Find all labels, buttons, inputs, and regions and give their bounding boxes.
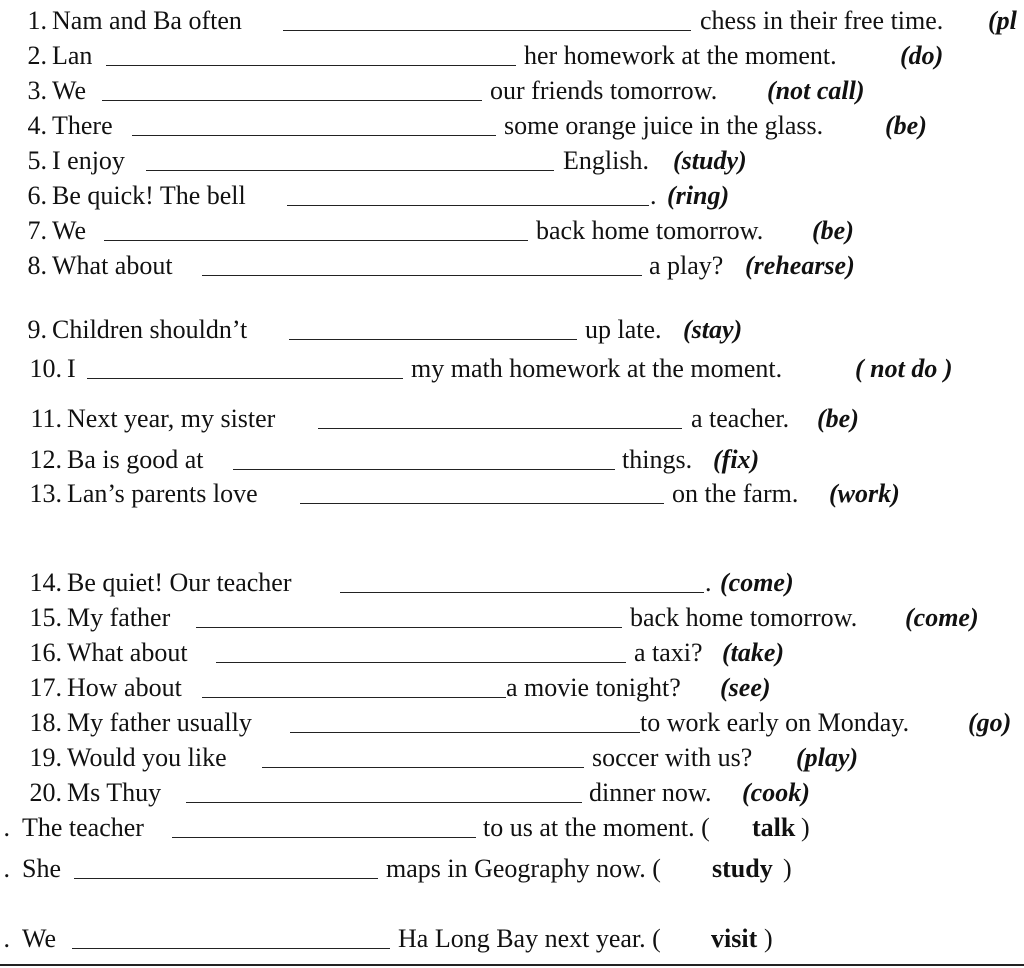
- answer-blank[interactable]: [300, 503, 664, 504]
- item-number: 8.: [27, 251, 47, 280]
- item-text-after: a movie tonight?: [506, 673, 681, 702]
- item-text-before: How about: [67, 673, 182, 702]
- item-text-before: What about: [52, 251, 173, 280]
- item-number: 3.: [27, 76, 47, 105]
- item-number: 9.: [27, 315, 47, 344]
- answer-blank[interactable]: [262, 767, 584, 768]
- page-bottom-border: [0, 964, 1024, 966]
- answer-blank[interactable]: [233, 469, 615, 470]
- item-text-before: Ms Thuy: [67, 778, 162, 807]
- item-text-after: .: [705, 568, 712, 597]
- item-text-after: maps in Geography now. (: [386, 854, 661, 883]
- answer-blank[interactable]: [318, 428, 682, 429]
- item-number: 6.: [27, 181, 47, 210]
- item-text-before: Nam and Ba often: [52, 6, 242, 35]
- item-number: 16.: [29, 638, 62, 667]
- item-number: 2.: [27, 41, 47, 70]
- item-text-before: Be quick! The bell: [52, 181, 246, 210]
- item-text-before: Lan: [52, 41, 93, 70]
- verb-hint: study: [712, 854, 773, 883]
- item-text-after: a taxi?: [634, 638, 703, 667]
- answer-blank[interactable]: [104, 240, 528, 241]
- verb-hint: (come): [905, 603, 979, 632]
- item-text-after: to work early on Monday.: [640, 708, 910, 737]
- item-text-before: We: [52, 216, 86, 245]
- answer-blank[interactable]: [202, 697, 506, 698]
- item-number: 4.: [27, 111, 47, 140]
- item-text-after: things.: [622, 445, 693, 474]
- item-number: 19.: [29, 743, 62, 772]
- answer-blank[interactable]: [290, 732, 640, 733]
- item-text-after: a play?: [649, 251, 724, 280]
- item-text-before: Children shouldn’t: [52, 315, 248, 344]
- item-text-after: .: [650, 181, 657, 210]
- item-number: 5.: [27, 146, 47, 175]
- item-text-before: Would you like: [67, 743, 227, 772]
- answer-blank[interactable]: [283, 30, 691, 31]
- verb-hint: (do): [900, 41, 944, 70]
- verb-hint: (fix): [713, 445, 760, 474]
- item-number: 18.: [29, 708, 62, 737]
- item-text-after: back home tomorrow.: [630, 603, 858, 632]
- item-text-before: The teacher: [22, 813, 144, 842]
- item-number: .: [3, 813, 10, 842]
- item-number: 20.: [29, 778, 62, 807]
- verb-hint: (study): [673, 146, 747, 175]
- item-number: .: [3, 854, 10, 883]
- answer-blank[interactable]: [287, 205, 649, 206]
- verb-hint: (pl: [988, 6, 1017, 35]
- answer-blank[interactable]: [186, 802, 582, 803]
- answer-blank[interactable]: [340, 592, 704, 593]
- hint-close-paren: ): [764, 924, 773, 953]
- item-text-after: up late.: [585, 315, 662, 344]
- verb-hint: (not call): [767, 76, 865, 105]
- answer-blank[interactable]: [202, 275, 642, 276]
- item-number: 7.: [27, 216, 47, 245]
- verb-hint: (be): [812, 216, 854, 245]
- answer-blank[interactable]: [102, 100, 482, 101]
- item-number: 13.: [29, 479, 62, 508]
- answer-blank[interactable]: [74, 878, 378, 879]
- verb-hint: visit: [711, 924, 758, 953]
- item-text-after: a teacher.: [691, 404, 790, 433]
- item-number: 1.: [27, 6, 47, 35]
- answer-blank[interactable]: [106, 65, 516, 66]
- item-text-before: She: [22, 854, 61, 883]
- verb-hint: (work): [829, 479, 900, 508]
- item-number: 11.: [30, 404, 62, 433]
- item-number: 15.: [29, 603, 62, 632]
- hint-close-paren: ): [801, 813, 810, 842]
- item-text-before: I: [67, 354, 76, 383]
- verb-hint: ( not do ): [855, 354, 953, 383]
- item-text-before: Be quiet! Our teacher: [67, 568, 292, 597]
- item-text-before: My father: [67, 603, 171, 632]
- verb-hint: (stay): [683, 315, 743, 344]
- item-text-before: I enjoy: [52, 146, 125, 175]
- answer-blank[interactable]: [172, 837, 476, 838]
- verb-hint: (be): [885, 111, 927, 140]
- answer-blank[interactable]: [146, 170, 554, 171]
- item-text-before: Ba is good at: [67, 445, 204, 474]
- verb-hint: (come): [720, 568, 794, 597]
- item-text-before: We: [52, 76, 86, 105]
- verb-hint: (cook): [742, 778, 810, 807]
- verb-hint: (go): [968, 708, 1012, 737]
- item-text-after: dinner now.: [589, 778, 712, 807]
- answer-blank[interactable]: [196, 627, 622, 628]
- verb-hint: (see): [720, 673, 771, 702]
- verb-hint: (rehearse): [745, 251, 855, 280]
- item-number: .: [3, 924, 10, 953]
- verb-hint: talk: [752, 813, 796, 842]
- answer-blank[interactable]: [72, 948, 390, 949]
- verb-hint: (be): [817, 404, 859, 433]
- item-text-after: to us at the moment. (: [483, 813, 710, 842]
- answer-blank[interactable]: [289, 339, 577, 340]
- item-text-after: our friends tomorrow.: [490, 76, 718, 105]
- item-text-after: my math homework at the moment.: [411, 354, 783, 383]
- item-text-before: There: [52, 111, 113, 140]
- item-text-before: What about: [67, 638, 188, 667]
- item-text-before: Lan’s parents love: [67, 479, 258, 508]
- item-text-after: soccer with us?: [592, 743, 753, 772]
- item-number: 14.: [29, 568, 62, 597]
- item-number: 10.: [29, 354, 62, 383]
- item-text-before: We: [22, 924, 56, 953]
- item-text-after: her homework at the moment.: [524, 41, 837, 70]
- item-number: 17.: [29, 673, 62, 702]
- item-text-after: some orange juice in the glass.: [504, 111, 824, 140]
- verb-hint: (play): [796, 743, 859, 772]
- answer-blank[interactable]: [132, 135, 496, 136]
- verb-hint: (take): [722, 638, 785, 667]
- item-text-before: Next year, my sister: [67, 404, 276, 433]
- item-text-after: chess in their free time.: [700, 6, 944, 35]
- item-number: 12.: [29, 445, 62, 474]
- item-text-after: on the farm.: [672, 479, 799, 508]
- hint-close-paren: ): [783, 854, 792, 883]
- item-text-after: Ha Long Bay next year. (: [398, 924, 661, 953]
- item-text-after: English.: [563, 146, 649, 175]
- answer-blank[interactable]: [87, 378, 403, 379]
- answer-blank[interactable]: [216, 662, 626, 663]
- item-text-before: My father usually: [67, 708, 252, 737]
- verb-hint: (ring): [667, 181, 730, 210]
- item-text-after: back home tomorrow.: [536, 216, 764, 245]
